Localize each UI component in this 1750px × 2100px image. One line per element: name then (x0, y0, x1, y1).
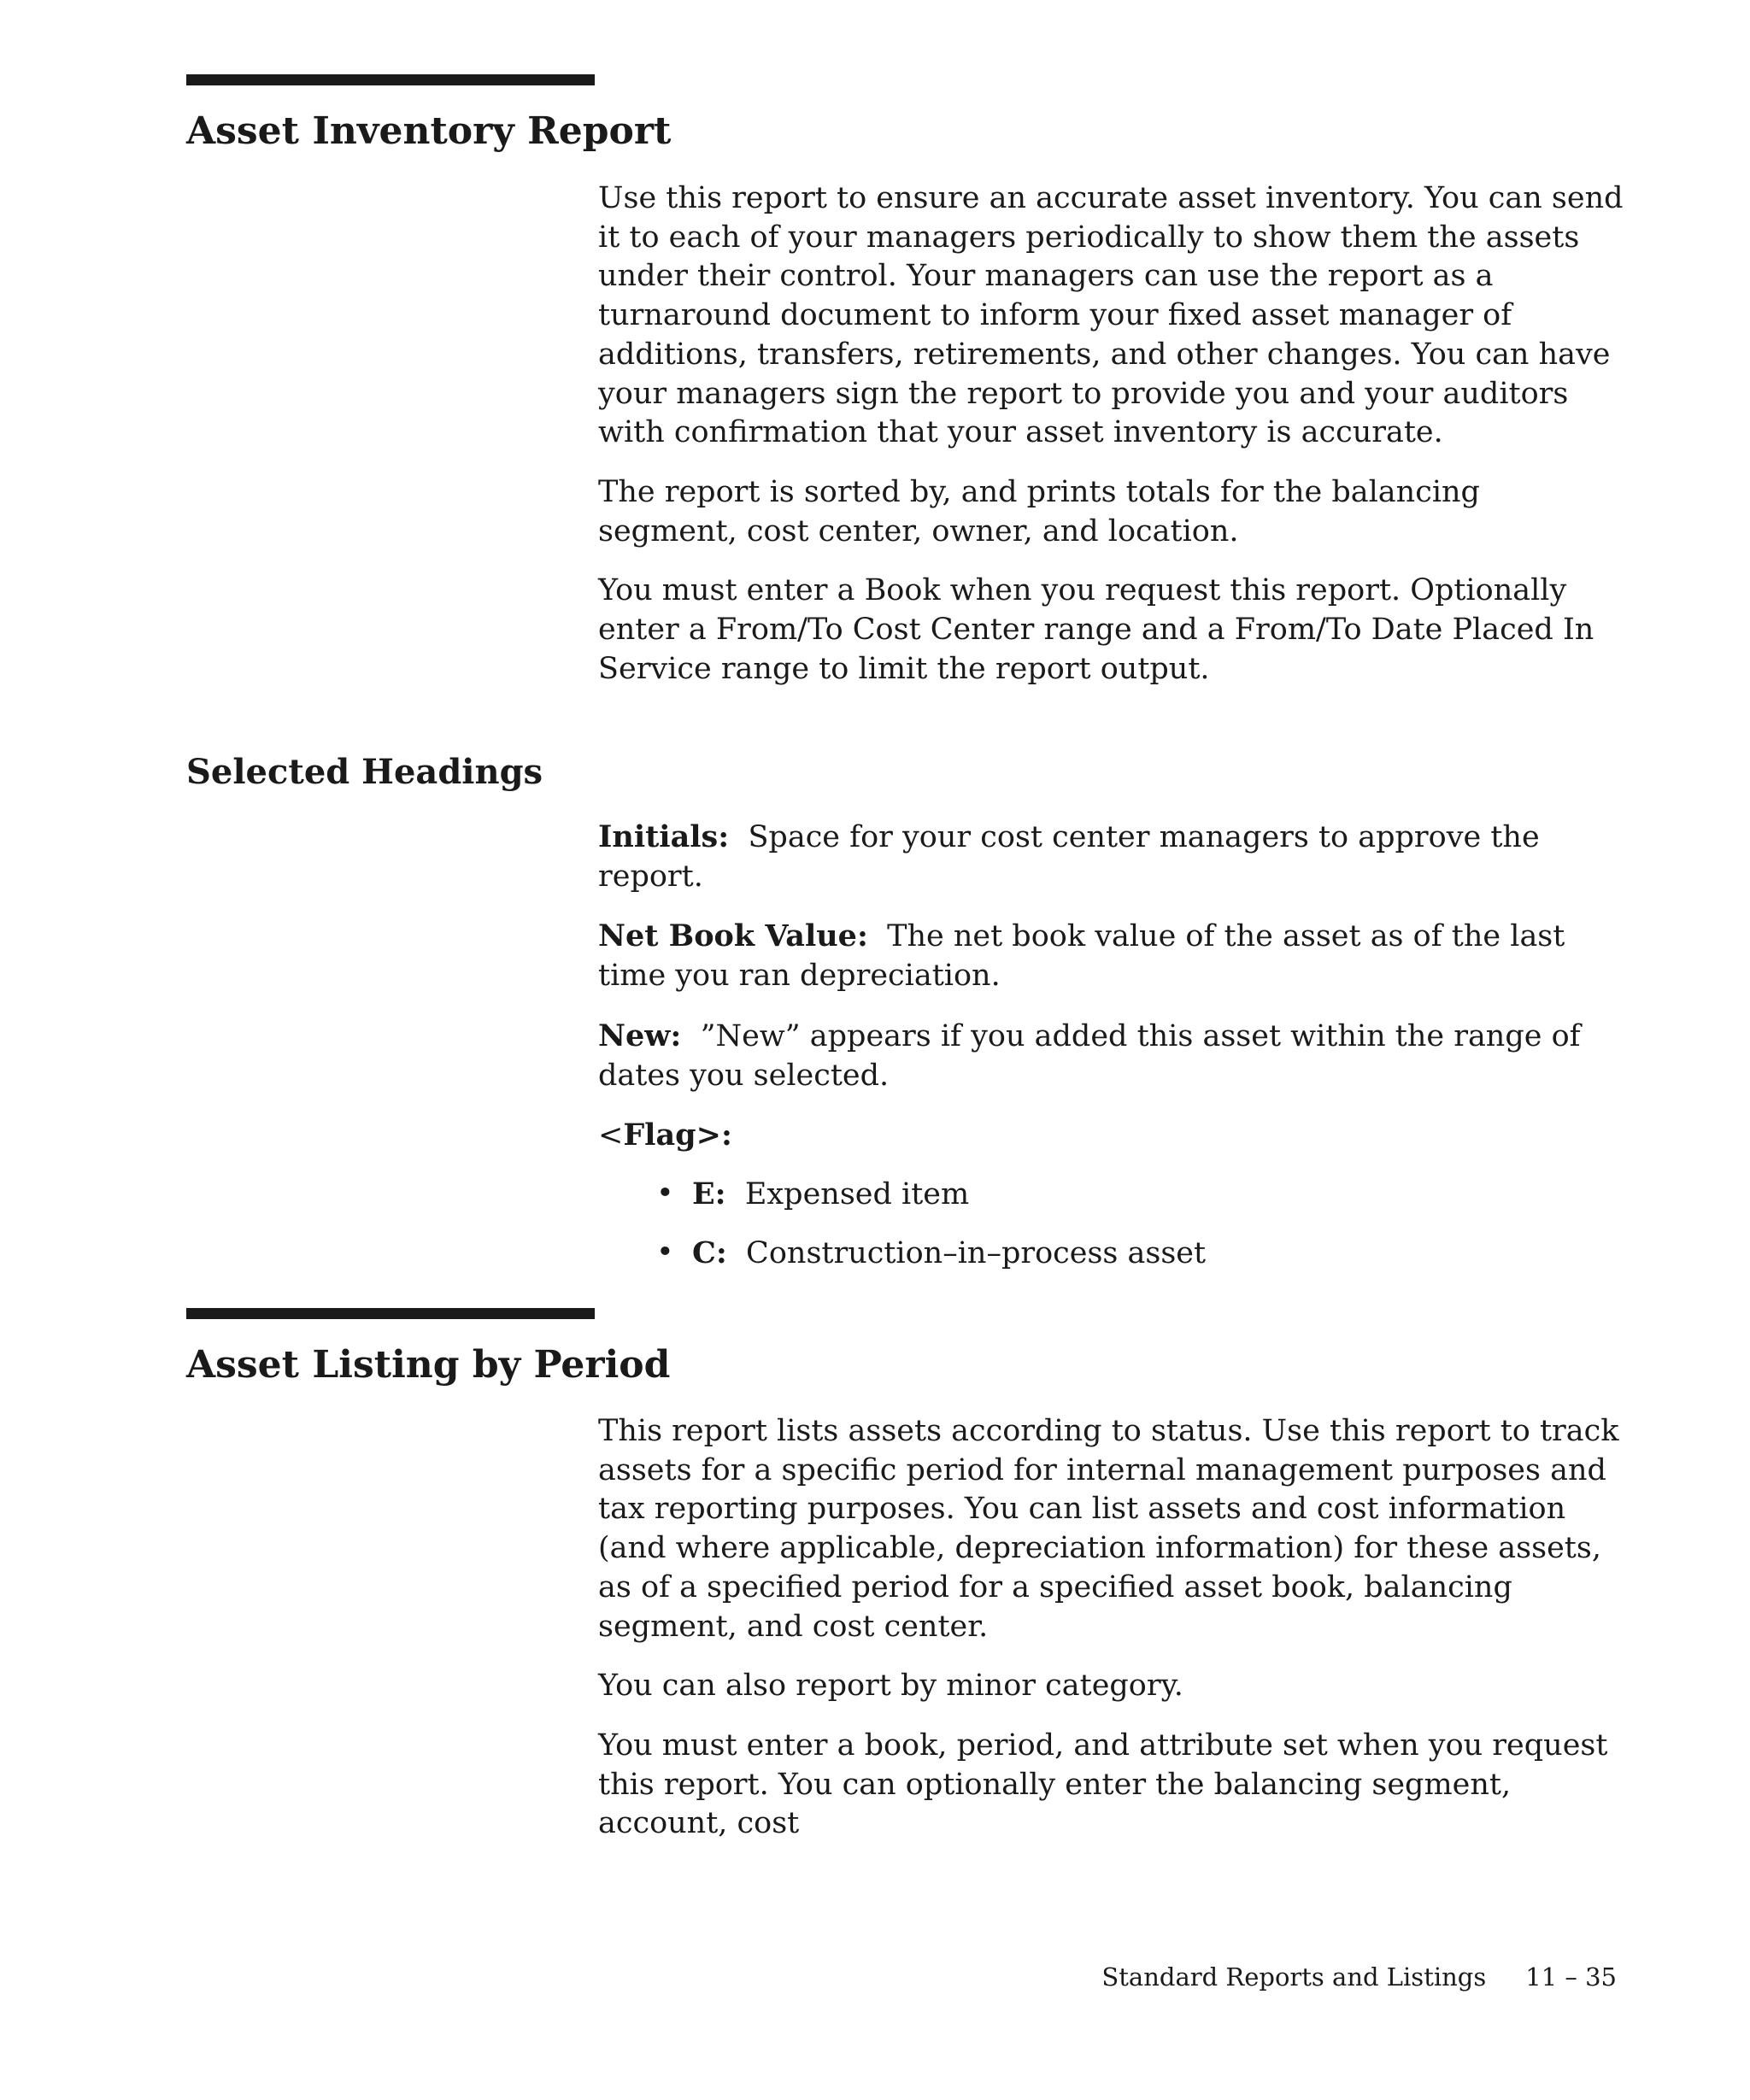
section-title-asset-listing-by-period: Asset Listing by Period (186, 1343, 671, 1387)
selected-headings-list (598, 818, 1624, 1292)
section-body-asset-inventory-report (598, 179, 1624, 709)
definition-text: ”New” appears if you added this asset within the range of dates you selected. (598, 1018, 1581, 1093)
definition-term: Initials: (598, 819, 730, 854)
section-title-asset-inventory-report: Asset Inventory Report (186, 109, 672, 153)
section-body-asset-listing-by-period (598, 1412, 1624, 1864)
body-paragraph: You can also report by minor category. (598, 1669, 1183, 1704)
list-item (656, 1175, 1624, 1215)
section-rule-top (186, 1308, 595, 1319)
body-paragraph: Use this report to ensure an accurate asset inventory. You can send it to each of your managers periodically to show them the assets under their control. Your managers can use the report as a turnaround document to inform your fixed asset manager of additions, transfers, retirements, and other changes. You can have your managers sign the report to provide you and your auditors with confirmation that your asset inventory is accurate. (598, 181, 1624, 450)
page-number: 11 – 35 (1525, 1962, 1617, 1991)
bullet-icon: • (656, 1235, 674, 1270)
definition-term: New: (598, 1018, 682, 1053)
body-paragraph: This report lists assets according to status. Use this report to track assets for a specific period for internal management purposes and tax reporting purposes. You can list assets and cost information (and where applicable, depreciation information) for these assets, as of a specified period for a specified asset book, balancing segment, and cost center. (598, 1414, 1619, 1644)
page-footer (1101, 1962, 1617, 1992)
heading-definition-new (598, 1017, 1624, 1095)
bullet-icon: • (656, 1176, 674, 1211)
flag-code: C: (692, 1235, 727, 1270)
heading-definition-flag (598, 1116, 1624, 1156)
body-paragraph: The report is sorted by, and prints totals for the balancing segment, cost center, owner, and location. (598, 474, 1480, 548)
flag-code: E: (692, 1176, 726, 1211)
list-item (656, 1234, 1624, 1274)
flag-description: Expensed item (744, 1176, 970, 1211)
definition-term: Net Book Value: (598, 918, 868, 954)
flag-label-open: < (598, 1118, 624, 1153)
flag-label-term: Flag (623, 1117, 696, 1153)
section-rule-top (186, 74, 595, 85)
definition-text: The net book value of the asset as of the last time you ran depreciation. (598, 919, 1565, 994)
flag-bullet-list (598, 1175, 1624, 1273)
definition-text: Space for your cost center managers to approve the report. (598, 820, 1540, 894)
heading-definition-net-book-value (598, 917, 1624, 995)
flag-description: Construction–in–process asset (746, 1235, 1207, 1270)
subheading-selected-headings: Selected Headings (186, 752, 543, 792)
heading-definition-initials (598, 818, 1624, 896)
body-paragraph: You must enter a book, period, and attribute set when you request this report. You can optionally enter the balancing segment, account, cost (598, 1728, 1608, 1841)
flag-label-close: >: (696, 1117, 732, 1153)
footer-chapter-title: Standard Reports and Listings (1101, 1962, 1487, 1991)
body-paragraph: You must enter a Book when you request this report. Optionally enter a From/To Cost Center range and a From/To Date Placed In Service range to limit the report output. (598, 573, 1594, 686)
